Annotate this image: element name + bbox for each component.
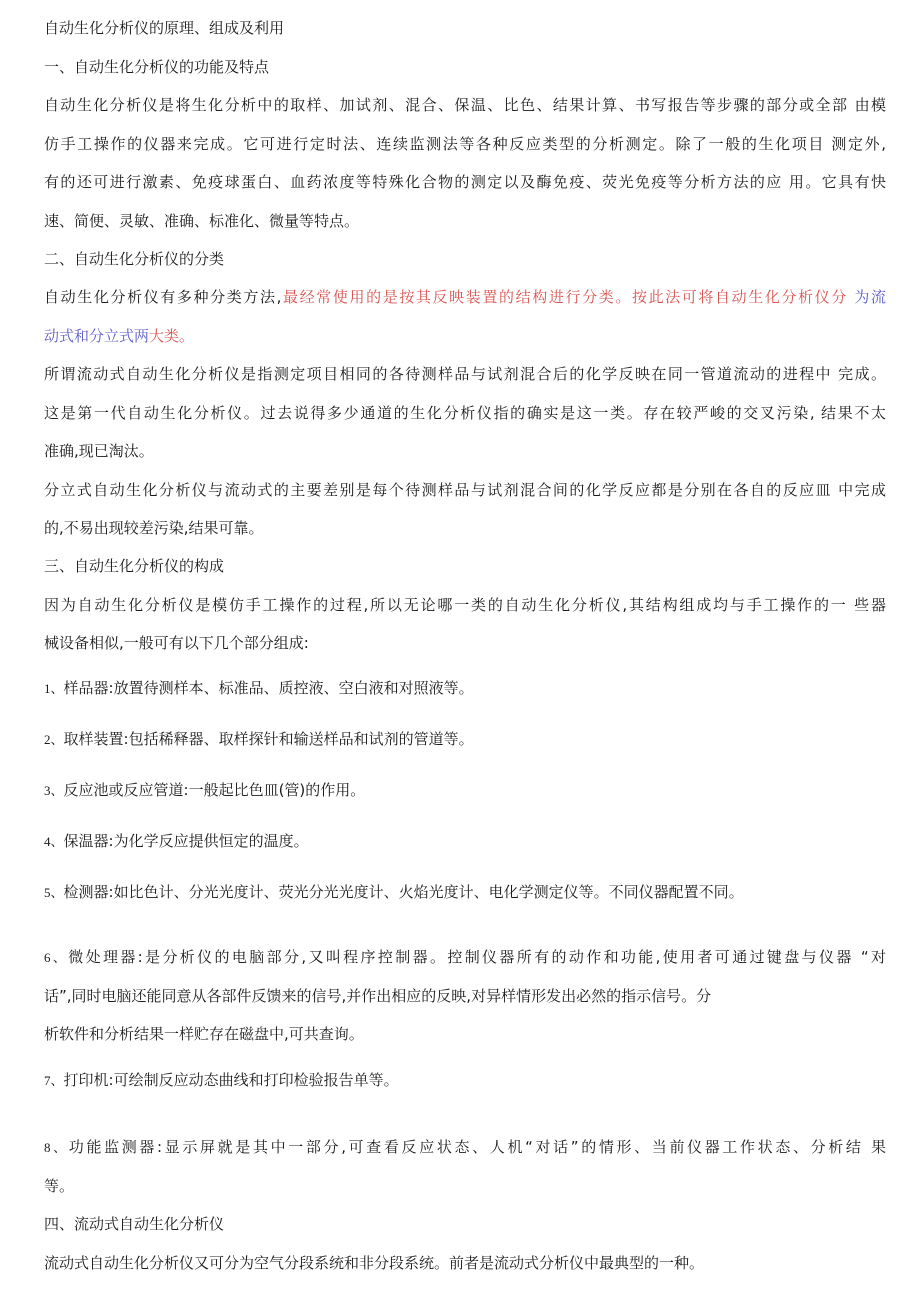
item-number: 8、 [44,1140,69,1155]
section3-heading: 三、自动生化分析仪的构成 [44,557,225,575]
para1-blue-text: 为流 [847,288,886,306]
item-number: 5、 [44,885,64,900]
section2-para3-line2: 的,不易出现较差污染,结果可靠。 [44,519,264,537]
section2-para2-line3: 准确,现已淘汰。 [44,442,154,460]
item-number: 3、 [44,783,64,798]
list-item-2 [44,729,474,750]
list-item-6-line1 [44,947,886,968]
item-number: 2、 [44,732,64,747]
list-item-8-line1 [44,1137,886,1158]
section1-line-3: 有的还可进行激素、免疫球蛋白、血药浓度等特殊化合物的测定以及酶免疫、荧光免疫等分析方法的应 用。它具有快 [44,173,886,191]
item-number: 1、 [44,681,64,696]
para1-line2-blue: 动式和分立式两 [44,327,150,345]
list-item-1 [44,678,474,699]
section3-intro-line2: 械设备相似,一般可有以下几个部分组成: [44,634,309,652]
item-number: 6、 [44,950,69,965]
section2-para2-line1: 所谓流动式自动生化分析仪是指测定项目相同的各待测样品与试剂混合后的化学反映在同一管道流动的进程中 完成。 [44,365,886,383]
item-text: 检测器:如比色计、分光光度计、荧光分光光度计、火焰光度计、电化学测定仪等。不同仪器配置不同。 [63,883,744,901]
list-item-5 [44,882,744,903]
para1-line2-red: 大类。 [149,327,195,345]
section4-text: 流动式自动生化分析仪又可分为空气分段系统和非分段系统。前者是流动式分析仪中最典型的一种。 [44,1254,705,1272]
item-text: 反应池或反应管道:一般起比色皿(管)的作用。 [63,781,366,799]
item-number: 7、 [44,1073,64,1088]
section2-para3-line1: 分立式自动生化分析仪与流动式的主要差别是每个待测样品与试剂混合间的化学反应都是分别在各自的反应皿 中完成 [44,481,886,499]
item-text: 打印机:可绘制反应动态曲线和打印检验报告单等。 [63,1071,399,1089]
list-item-6-line2: 话”,同时电脑还能同意从各部件反馈来的信号,并作出相应的反映,对异样情形发出必然的指示信号。分 [44,987,712,1005]
section2-para2-line2: 这是第一代自动生化分析仪。过去说得多少通道的生化分析仪指的确实是这一类。存在较严峻的交叉污染, 结果不太 [44,404,886,422]
section1-line-4: 速、简便、灵敏、准确、标准化、微量等特点。 [44,212,360,230]
para1-prefix: 自动生化分析仪有多种分类方法, [44,288,282,306]
section2-para1-line2 [44,326,194,346]
item-text: 保温器:为化学反应提供恒定的温度。 [63,832,309,850]
list-item-7 [44,1070,399,1091]
list-item-6-line3: 析软件和分析结果一样贮存在磁盘中,可共查询。 [44,1025,364,1043]
list-item-3 [44,780,365,801]
section1-heading: 一、自动生化分析仪的功能及特点 [44,58,270,76]
section1-line-2: 仿手工操作的仪器来完成。它可进行定时法、连续监测法等各种反应类型的分析测定。除了一般的生化项目 测定外, [44,135,886,153]
section3-intro-line1: 因为自动生化分析仪是模仿手工操作的过程,所以无论哪一类的自动生化分析仪,其结构组成均与手工操作的一 些器 [44,596,886,614]
list-item-8-line2: 等。 [44,1177,75,1195]
item-text: 取样装置:包括稀释器、取样探针和输送样品和试剂的管道等。 [63,730,474,748]
item-number: 4、 [44,834,64,849]
section1-line-1: 自动生化分析仪是将生化分析中的取样、加试剂、混合、保温、比色、结果计算、书写报告等步骤的部分或全部 由模 [44,96,886,114]
item-text: 微处理器:是分析仪的电脑部分,又叫程序控制器。控制仪器所有的动作和功能,使用者可通过键盘与仪器 “对 [68,948,886,966]
list-item-4 [44,831,309,852]
page-title: 自动生化分析仪的原理、组成及利用 [44,19,285,37]
section2-heading: 二、自动生化分析仪的分类 [44,250,225,268]
para1-red-text: 最经常使用的是按其反映装置的结构进行分类。按此法可将自动生化分析仪分 [281,288,848,306]
item-text: 功能监测器:显示屏就是其中一部分,可查看反应状态、人机“对话”的情形、当前仪器工作状态、分析结 果 [68,1138,886,1156]
section2-para1-line1 [44,287,886,307]
section4-heading: 四、流动式自动生化分析仪 [44,1215,225,1233]
item-text: 样品器:放置待测样本、标准品、质控液、空白液和对照液等。 [63,679,474,697]
